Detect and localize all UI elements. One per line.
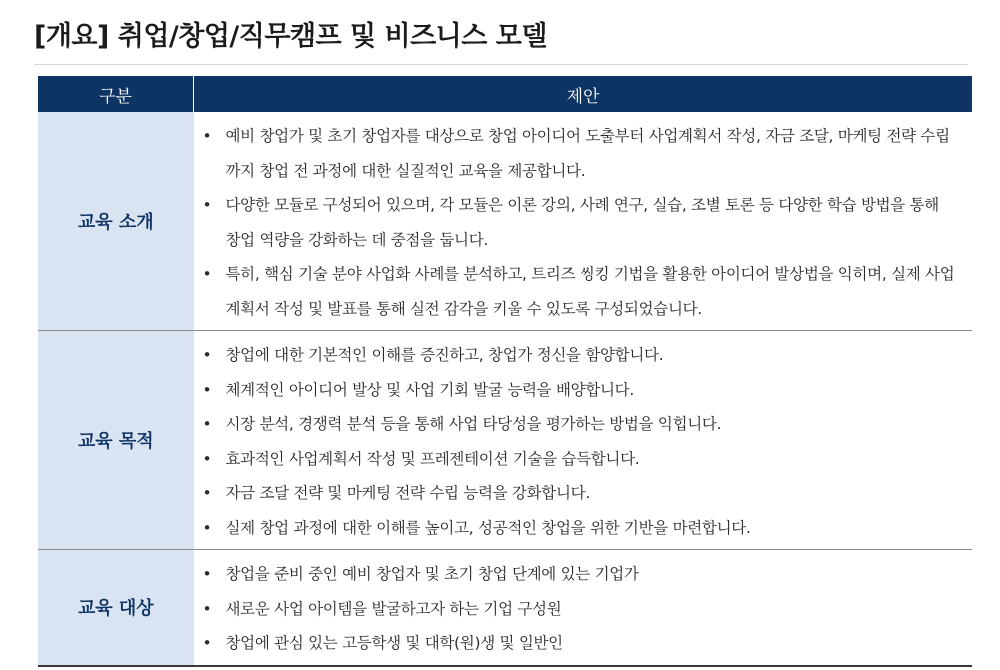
table-header-row — [38, 76, 972, 112]
list-item: • 창업에 관심 있는 고등학생 및 대학(원)생 및 일반인 — [194, 626, 973, 661]
list-item: • 특히, 핵심 기술 분야 사업화 사례를 분석하고, 트리즈 씽킹 기법을 활용한 아이디어 발상법을 익히며, 실제 사업계획서 작성 및 발표를 통해 실전 감각을 키울 수 있도록 구성되었습니다. — [194, 257, 973, 326]
table-row — [38, 112, 972, 331]
overview-table — [38, 76, 972, 667]
row-category-intro: 교육 소개 — [38, 112, 194, 331]
list-item: • 체계적인 아이디어 발상 및 사업 기회 발굴 능력을 배양합니다. — [194, 373, 973, 408]
title-divider — [34, 64, 968, 65]
bullet-list — [194, 557, 973, 661]
row-content-target — [194, 550, 973, 666]
row-content-purpose — [194, 331, 973, 550]
table-row — [38, 550, 972, 666]
list-item: • 실제 창업 과정에 대한 이해를 높이고, 성공적인 창업을 위한 기반을 마련합니다. — [194, 511, 973, 546]
header-proposal: 제안 — [194, 76, 973, 112]
row-category-purpose: 교육 목적 — [38, 331, 194, 550]
header-category: 구분 — [38, 76, 194, 112]
list-item: • 자금 조달 전략 및 마케팅 전략 수립 능력을 강화합니다. — [194, 476, 973, 511]
list-item: • 효과적인 사업계획서 작성 및 프레젠테이션 기술을 습득합니다. — [194, 442, 973, 477]
list-item: • 시장 분석, 경쟁력 분석 등을 통해 사업 타당성을 평가하는 방법을 익힙니다. — [194, 407, 973, 442]
list-item: • 예비 창업가 및 초기 창업자를 대상으로 창업 아이디어 도출부터 사업계획서 작성, 자금 조달, 마케팅 전략 수립까지 창업 전 과정에 대한 실질적인 교육을 제공합니다. — [194, 119, 973, 188]
row-content-intro — [194, 112, 973, 331]
list-item: • 새로운 사업 아이템을 발굴하고자 하는 기업 구성원 — [194, 592, 973, 627]
table-row — [38, 331, 972, 550]
row-category-target: 교육 대상 — [38, 550, 194, 666]
bullet-list — [194, 119, 973, 326]
bullet-list — [194, 338, 973, 545]
page-title: [개요] 취업/창업/직무캠프 및 비즈니스 모델 — [34, 21, 547, 52]
list-item: • 창업에 대한 기본적인 이해를 증진하고, 창업가 정신을 함양합니다. — [194, 338, 973, 373]
list-item: • 창업을 준비 중인 예비 창업자 및 초기 창업 단계에 있는 기업가 — [194, 557, 973, 592]
list-item: • 다양한 모듈로 구성되어 있으며, 각 모듈은 이론 강의, 사례 연구, 실습, 조별 토론 등 다양한 학습 방법을 통해 창업 역량을 강화하는 데 중점을 둡니다. — [194, 188, 973, 257]
